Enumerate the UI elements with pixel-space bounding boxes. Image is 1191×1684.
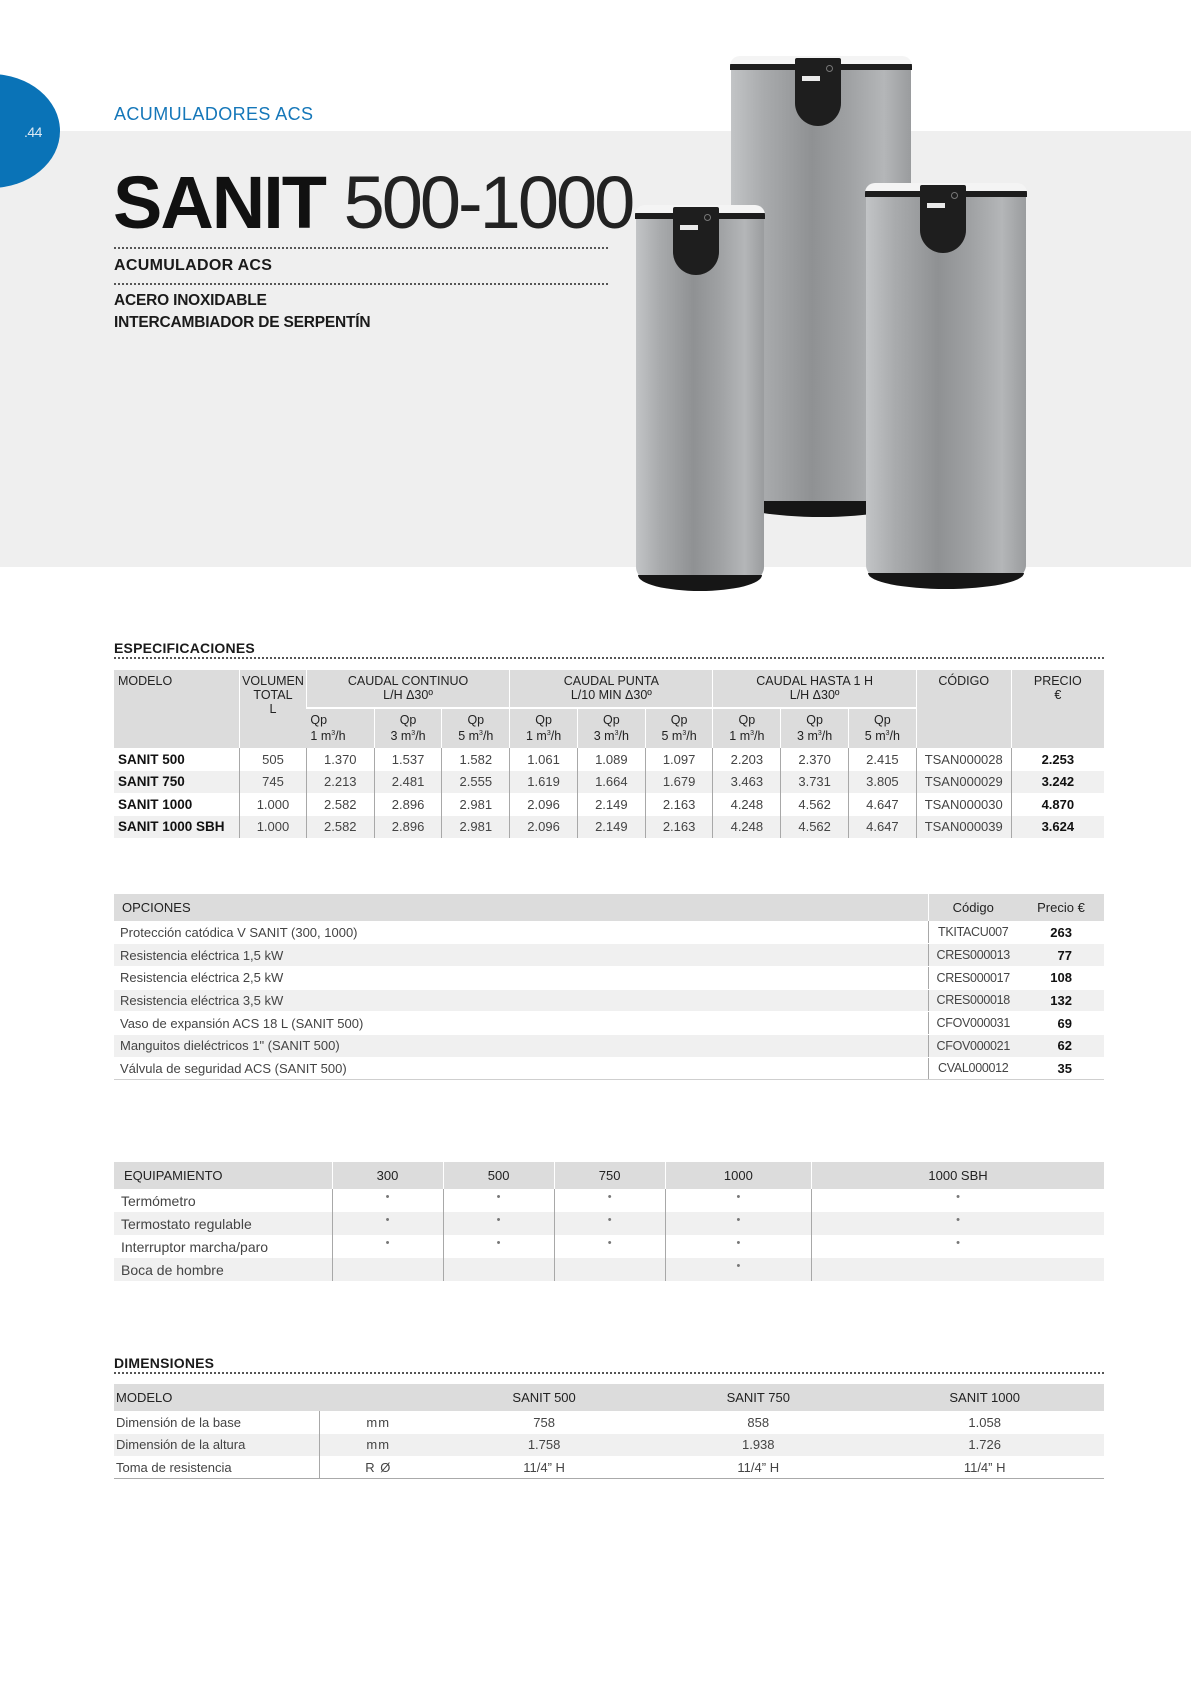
equipment-row <box>114 1235 1104 1258</box>
feature-item: ACERO INOXIDABLE <box>114 292 267 309</box>
empty-cell <box>332 1258 443 1281</box>
flow-continuo: 2.213 <box>306 771 374 794</box>
equipment-name: Termostato regulable <box>114 1212 332 1235</box>
dimension-name: Dimensión de la altura <box>114 1434 319 1457</box>
option-row <box>114 1057 1104 1080</box>
option-name: Vaso de expansión ACS 18 L (SANIT 500) <box>114 1012 928 1035</box>
option-code: CRES000018 <box>928 989 1018 1012</box>
col-header-sanit-1000: SANIT 1000 <box>865 1384 1104 1411</box>
flow-continuo: 2.582 <box>306 816 374 839</box>
price: 3.242 <box>1011 771 1104 794</box>
dotted-rule <box>114 657 1104 659</box>
option-name: Manguitos dieléctricos 1" (SANIT 500) <box>114 1034 928 1057</box>
dotted-rule <box>114 247 608 249</box>
option-row <box>114 966 1104 989</box>
dimension-value: 1.758 <box>437 1434 651 1457</box>
col-header-qp: Qp 1 $m^3/h$ <box>510 708 578 748</box>
flow-hasta: 2.370 <box>781 748 849 771</box>
included-mark: • <box>332 1235 443 1258</box>
flow-continuo: 2.481 <box>374 771 442 794</box>
product-code: TSAN000028 <box>916 748 1011 771</box>
dimension-value: 758 <box>533 1414 555 1430</box>
col-header-volumen: VOLUMEN TOTAL L <box>240 670 307 748</box>
option-code: CRES000013 <box>928 944 1018 967</box>
flow-punta: 2.149 <box>577 793 645 816</box>
specs-heading: ESPECIFICACIONES <box>114 640 255 656</box>
col-header-qp: Qp 3 $m^3/h$ <box>374 708 442 748</box>
flow-punta: 2.096 <box>510 816 578 839</box>
option-row <box>114 989 1104 1012</box>
flow-hasta: 4.562 <box>781 816 849 839</box>
dimension-value: 11/4” H <box>865 1456 1104 1479</box>
included-mark: • <box>443 1235 554 1258</box>
included-mark: • <box>665 1235 811 1258</box>
option-code: CFOV000031 <box>928 1012 1018 1035</box>
flow-continuo: 2.896 <box>374 816 442 839</box>
price: 4.870 <box>1011 793 1104 816</box>
col-header-codigo: CÓDIGO <box>916 670 1011 748</box>
option-price: 132 <box>1018 989 1104 1012</box>
col-header-model: 500 <box>443 1162 554 1189</box>
specs-table <box>114 670 1104 838</box>
col-header-precio: Precio € <box>1018 894 1104 921</box>
option-name: Protección catódica V SANIT (300, 1000) <box>114 921 928 944</box>
option-price: 77 <box>1018 944 1104 967</box>
included-mark: • <box>812 1189 1104 1212</box>
option-name: Válvula de seguridad ACS (SANIT 500) <box>114 1057 928 1080</box>
col-header-opciones: OPCIONES <box>114 894 928 921</box>
title-bold: SANIT <box>113 161 325 244</box>
dimension-value: 1.938 <box>651 1434 865 1457</box>
included-mark: • <box>554 1212 665 1235</box>
flow-hasta: 3.805 <box>849 771 917 794</box>
spec-row <box>114 771 1104 794</box>
col-header-modelo: MODELO <box>114 1384 437 1411</box>
dimension-value: 1.726 <box>865 1434 1104 1457</box>
flow-punta: 1.664 <box>577 771 645 794</box>
col-header-sanit-500: SANIT 500 <box>437 1384 651 1411</box>
flow-hasta: 4.248 <box>713 816 781 839</box>
flow-continuo: 2.981 <box>442 816 510 839</box>
included-mark: • <box>554 1189 665 1212</box>
col-header-qp: Qp 1 $m^3/h$ <box>306 708 374 748</box>
included-mark: • <box>443 1189 554 1212</box>
dimension-value: 858 <box>747 1414 770 1430</box>
col-header-model: 1000 <box>665 1162 811 1189</box>
option-code: CRES000017 <box>928 966 1018 989</box>
flow-continuo: 2.555 <box>442 771 510 794</box>
model-name: SANIT 500 <box>118 751 185 767</box>
flow-continuo: 1.537 <box>374 748 442 771</box>
dimension-unit: mm <box>319 1411 437 1434</box>
flow-punta: 1.061 <box>510 748 578 771</box>
dimensions-table <box>114 1384 1104 1479</box>
model-name: SANIT 750 <box>114 771 240 794</box>
option-price: 35 <box>1018 1057 1104 1080</box>
option-price: 69 <box>1018 1012 1104 1035</box>
tank-small <box>636 205 764 585</box>
empty-cell <box>443 1258 554 1281</box>
equipment-row <box>114 1258 1104 1281</box>
option-price: 263 <box>1018 921 1104 944</box>
empty-cell <box>812 1258 1104 1281</box>
flow-hasta: 4.647 <box>849 816 917 839</box>
flow-continuo: 2.896 <box>374 793 442 816</box>
product-features <box>114 290 370 334</box>
spec-row <box>114 793 1104 816</box>
included-mark: • <box>812 1212 1104 1235</box>
dimension-value: 11/4” H <box>651 1456 865 1479</box>
options-table <box>114 894 1104 1080</box>
col-header-qp: Qp 5 $m^3/h$ <box>442 708 510 748</box>
flow-continuo: 2.981 <box>442 793 510 816</box>
title-range: 500-1000 <box>343 161 633 244</box>
equipment-row <box>114 1189 1104 1212</box>
col-header-model: 750 <box>554 1162 665 1189</box>
col-header-sanit-750: SANIT 750 <box>651 1384 865 1411</box>
flow-hasta: 4.647 <box>849 793 917 816</box>
included-mark: • <box>665 1258 811 1281</box>
price: 2.253 <box>1011 748 1104 771</box>
equipment-name: Boca de hombre <box>114 1258 332 1281</box>
col-header-codigo: Código <box>928 894 1018 921</box>
flow-punta: 2.149 <box>577 816 645 839</box>
option-row <box>114 1012 1104 1035</box>
product-code: TSAN000030 <box>916 793 1011 816</box>
option-row <box>114 944 1104 967</box>
flow-punta: 1.097 <box>645 748 713 771</box>
flow-hasta: 3.731 <box>781 771 849 794</box>
col-header-precio: PRECIO € <box>1011 670 1104 748</box>
option-name: Resistencia eléctrica 2,5 kW <box>114 966 928 989</box>
included-mark: • <box>443 1212 554 1235</box>
flow-continuo: 2.582 <box>306 793 374 816</box>
col-header-qp: Qp 1 $m^3/h$ <box>713 708 781 748</box>
option-price: 108 <box>1018 966 1104 989</box>
volume: 1.000 <box>240 816 307 839</box>
flow-hasta: 4.562 <box>781 793 849 816</box>
col-header-qp: Qp 5 $m^3/h$ <box>849 708 917 748</box>
option-row <box>114 921 1104 944</box>
option-row <box>114 1034 1104 1057</box>
product-code: TSAN000029 <box>916 771 1011 794</box>
option-name: Resistencia eléctrica 3,5 kW <box>114 989 928 1012</box>
model-name: SANIT 1000 <box>118 796 193 812</box>
flow-punta: 1.619 <box>510 771 578 794</box>
equipment-name: Interruptor marcha/paro <box>121 1238 269 1255</box>
flow-punta: 1.089 <box>577 748 645 771</box>
dimension-value: 1.058 <box>968 1414 1001 1430</box>
option-price: 62 <box>1018 1034 1104 1057</box>
volume: 1.000 <box>240 793 307 816</box>
volume: 745 <box>240 771 307 794</box>
dimension-unit: R Ø <box>319 1456 437 1479</box>
empty-cell <box>554 1258 665 1281</box>
equipment-name: Termómetro <box>121 1192 196 1209</box>
col-header-model: 1000 SBH <box>812 1162 1104 1189</box>
flow-hasta: 4.248 <box>713 793 781 816</box>
option-code: TKITACU007 <box>928 921 1018 944</box>
spec-row <box>114 816 1104 839</box>
page-number: .44 <box>24 124 42 140</box>
product-subtitle: ACUMULADOR ACS <box>114 257 273 274</box>
flow-continuo: 1.370 <box>306 748 374 771</box>
price: 3.624 <box>1011 816 1104 839</box>
dimension-row <box>114 1434 1104 1457</box>
col-header-caudal-hasta: CAUDAL HASTA 1 H L/H Δ30º <box>713 670 916 708</box>
model-name: SANIT 1000 SBH <box>114 816 240 839</box>
col-header-qp: Qp 3 $m^3/h$ <box>577 708 645 748</box>
included-mark: • <box>554 1235 665 1258</box>
dimension-row <box>114 1411 1104 1434</box>
flow-continuo: 1.582 <box>442 748 510 771</box>
flow-punta: 2.096 <box>510 793 578 816</box>
col-header-caudal-continuo: CAUDAL CONTINUO L/H Δ30º <box>306 670 509 708</box>
section-kicker: ACUMULADORES ACS <box>114 104 314 124</box>
dotted-rule <box>114 1372 1104 1374</box>
option-code: CFOV000021 <box>928 1034 1018 1057</box>
included-mark: • <box>332 1189 443 1212</box>
equipment-row <box>114 1212 1104 1235</box>
flow-hasta: 3.463 <box>713 771 781 794</box>
spec-row <box>114 748 1104 771</box>
option-code: CVAL000012 <box>928 1057 1018 1080</box>
dimension-name: Dimensión de la base <box>116 1414 242 1430</box>
dotted-rule <box>114 283 608 285</box>
feature-item: INTERCAMBIADOR DE SERPENTÍN <box>114 314 371 331</box>
product-code: TSAN000039 <box>916 816 1011 839</box>
flow-punta: 2.163 <box>645 793 713 816</box>
col-header-caudal-punta: CAUDAL PUNTA L/10 MIN Δ30º <box>510 670 713 708</box>
flow-hasta: 2.203 <box>713 748 781 771</box>
dimension-row <box>114 1456 1104 1479</box>
flow-hasta: 2.415 <box>849 748 917 771</box>
col-header-model: 300 <box>332 1162 443 1189</box>
included-mark: • <box>665 1189 811 1212</box>
col-header-modelo: MODELO <box>114 670 240 748</box>
included-mark: • <box>665 1212 811 1235</box>
flow-punta: 1.679 <box>645 771 713 794</box>
included-mark: • <box>332 1212 443 1235</box>
col-header-qp: Qp 3 $m^3/h$ <box>781 708 849 748</box>
dimensions-heading: DIMENSIONES <box>114 1355 215 1371</box>
product-title <box>113 163 632 243</box>
included-mark: • <box>812 1235 1104 1258</box>
dimension-name: Toma de resistencia <box>114 1456 319 1479</box>
option-name: Resistencia eléctrica 1,5 kW <box>114 944 928 967</box>
col-header-qp: Qp 5 $m^3/h$ <box>645 708 713 748</box>
volume: 505 <box>240 748 307 771</box>
tank-medium <box>866 183 1026 583</box>
dimension-unit: mm <box>319 1434 437 1457</box>
col-header-equipamiento: EQUIPAMIENTO <box>114 1162 332 1189</box>
dimension-value: 11/4” H <box>437 1456 651 1479</box>
flow-punta: 2.163 <box>645 816 713 839</box>
equipment-table <box>114 1162 1104 1281</box>
